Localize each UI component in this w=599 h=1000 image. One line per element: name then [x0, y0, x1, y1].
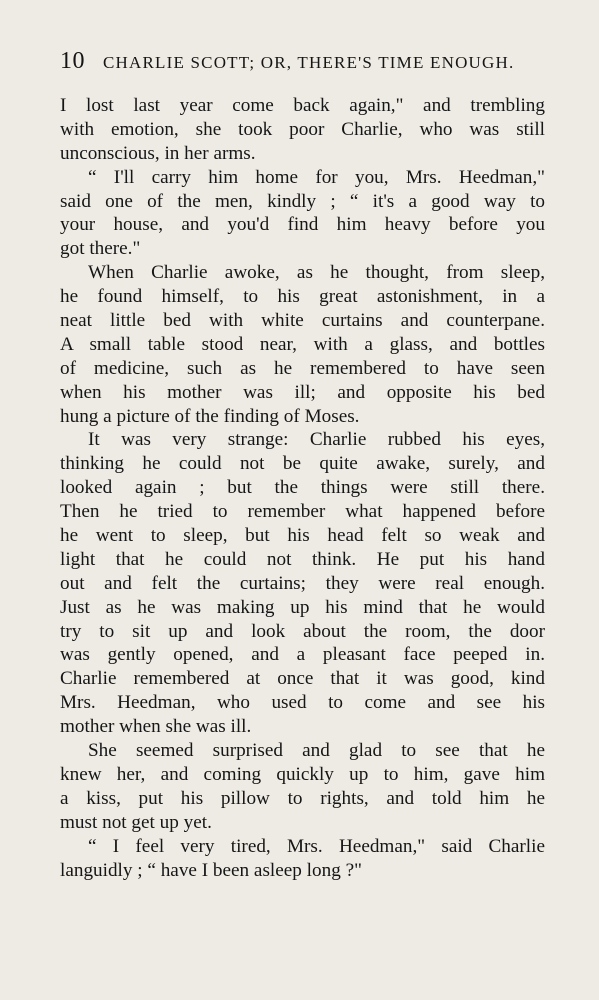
text-line: got there."	[60, 238, 141, 260]
text-line: unconscious, in her arms.	[60, 142, 256, 164]
text-line: A small table stood near, with a glass, and bottles	[60, 333, 545, 355]
running-header	[60, 48, 545, 78]
text-line: must not get up yet.	[60, 811, 212, 833]
text-line: try to sit up and look about the room, the door	[60, 620, 545, 642]
text-line: hung a picture of the finding of Moses.	[60, 405, 360, 427]
text-line: looked again ; but the things were still there.	[60, 477, 545, 499]
text-line: he went to sleep, but his head felt so weak and	[60, 525, 545, 547]
text-line: thinking he could not be quite awake, surely, and	[60, 453, 545, 475]
text-line: “ I feel very tired, Mrs. Heedman," said Charlie	[88, 835, 545, 857]
text-line: light that he could not think. He put his hand	[60, 548, 545, 570]
text-line: It was very strange: Charlie rubbed his eyes,	[88, 429, 545, 451]
text-line: your house, and you'd find him heavy before you	[60, 214, 545, 236]
text-line: a kiss, put his pillow to rights, and told him he	[60, 787, 545, 809]
text-line: Just as he was making up his mind that he would	[60, 596, 545, 618]
text-line: She seemed surprised and glad to see that he	[88, 740, 545, 762]
text-line: “ I'll carry him home for you, Mrs. Heedman,"	[88, 166, 545, 188]
text-line: When Charlie awoke, as he thought, from sleep,	[88, 262, 545, 284]
text-line: languidly ; “ have I been asleep long ?"	[60, 859, 362, 881]
text-line: Mrs. Heedman, who used to come and see his	[60, 692, 545, 714]
text-line: he found himself, to his great astonishment, in a	[60, 286, 545, 308]
text-line: Then he tried to remember what happened before	[60, 501, 545, 523]
running-title: CHARLIE SCOTT; OR, THERE'S TIME ENOUGH.	[103, 53, 515, 72]
body-text	[60, 94, 545, 882]
text-line: was gently opened, and a pleasant face peeped in.	[60, 644, 545, 666]
text-line: said one of the men, kindly ; “ it's a good way to	[60, 190, 545, 212]
text-line: knew her, and coming quickly up to him, gave him	[60, 763, 545, 785]
text-line: out and felt the curtains; they were real enough.	[60, 572, 545, 594]
text-line: with emotion, she took poor Charlie, who was still	[60, 118, 545, 140]
text-line: when his mother was ill; and opposite his bed	[60, 381, 545, 403]
text-line: Charlie remembered at once that it was good, kind	[60, 668, 545, 690]
page-number: 10	[60, 48, 85, 74]
text-line: neat little bed with white curtains and counterpane.	[60, 310, 545, 332]
text-line: mother when she was ill.	[60, 716, 252, 738]
text-line: I lost last year come back again," and trembling	[60, 95, 545, 116]
text-line: of medicine, such as he remembered to have seen	[60, 357, 545, 379]
